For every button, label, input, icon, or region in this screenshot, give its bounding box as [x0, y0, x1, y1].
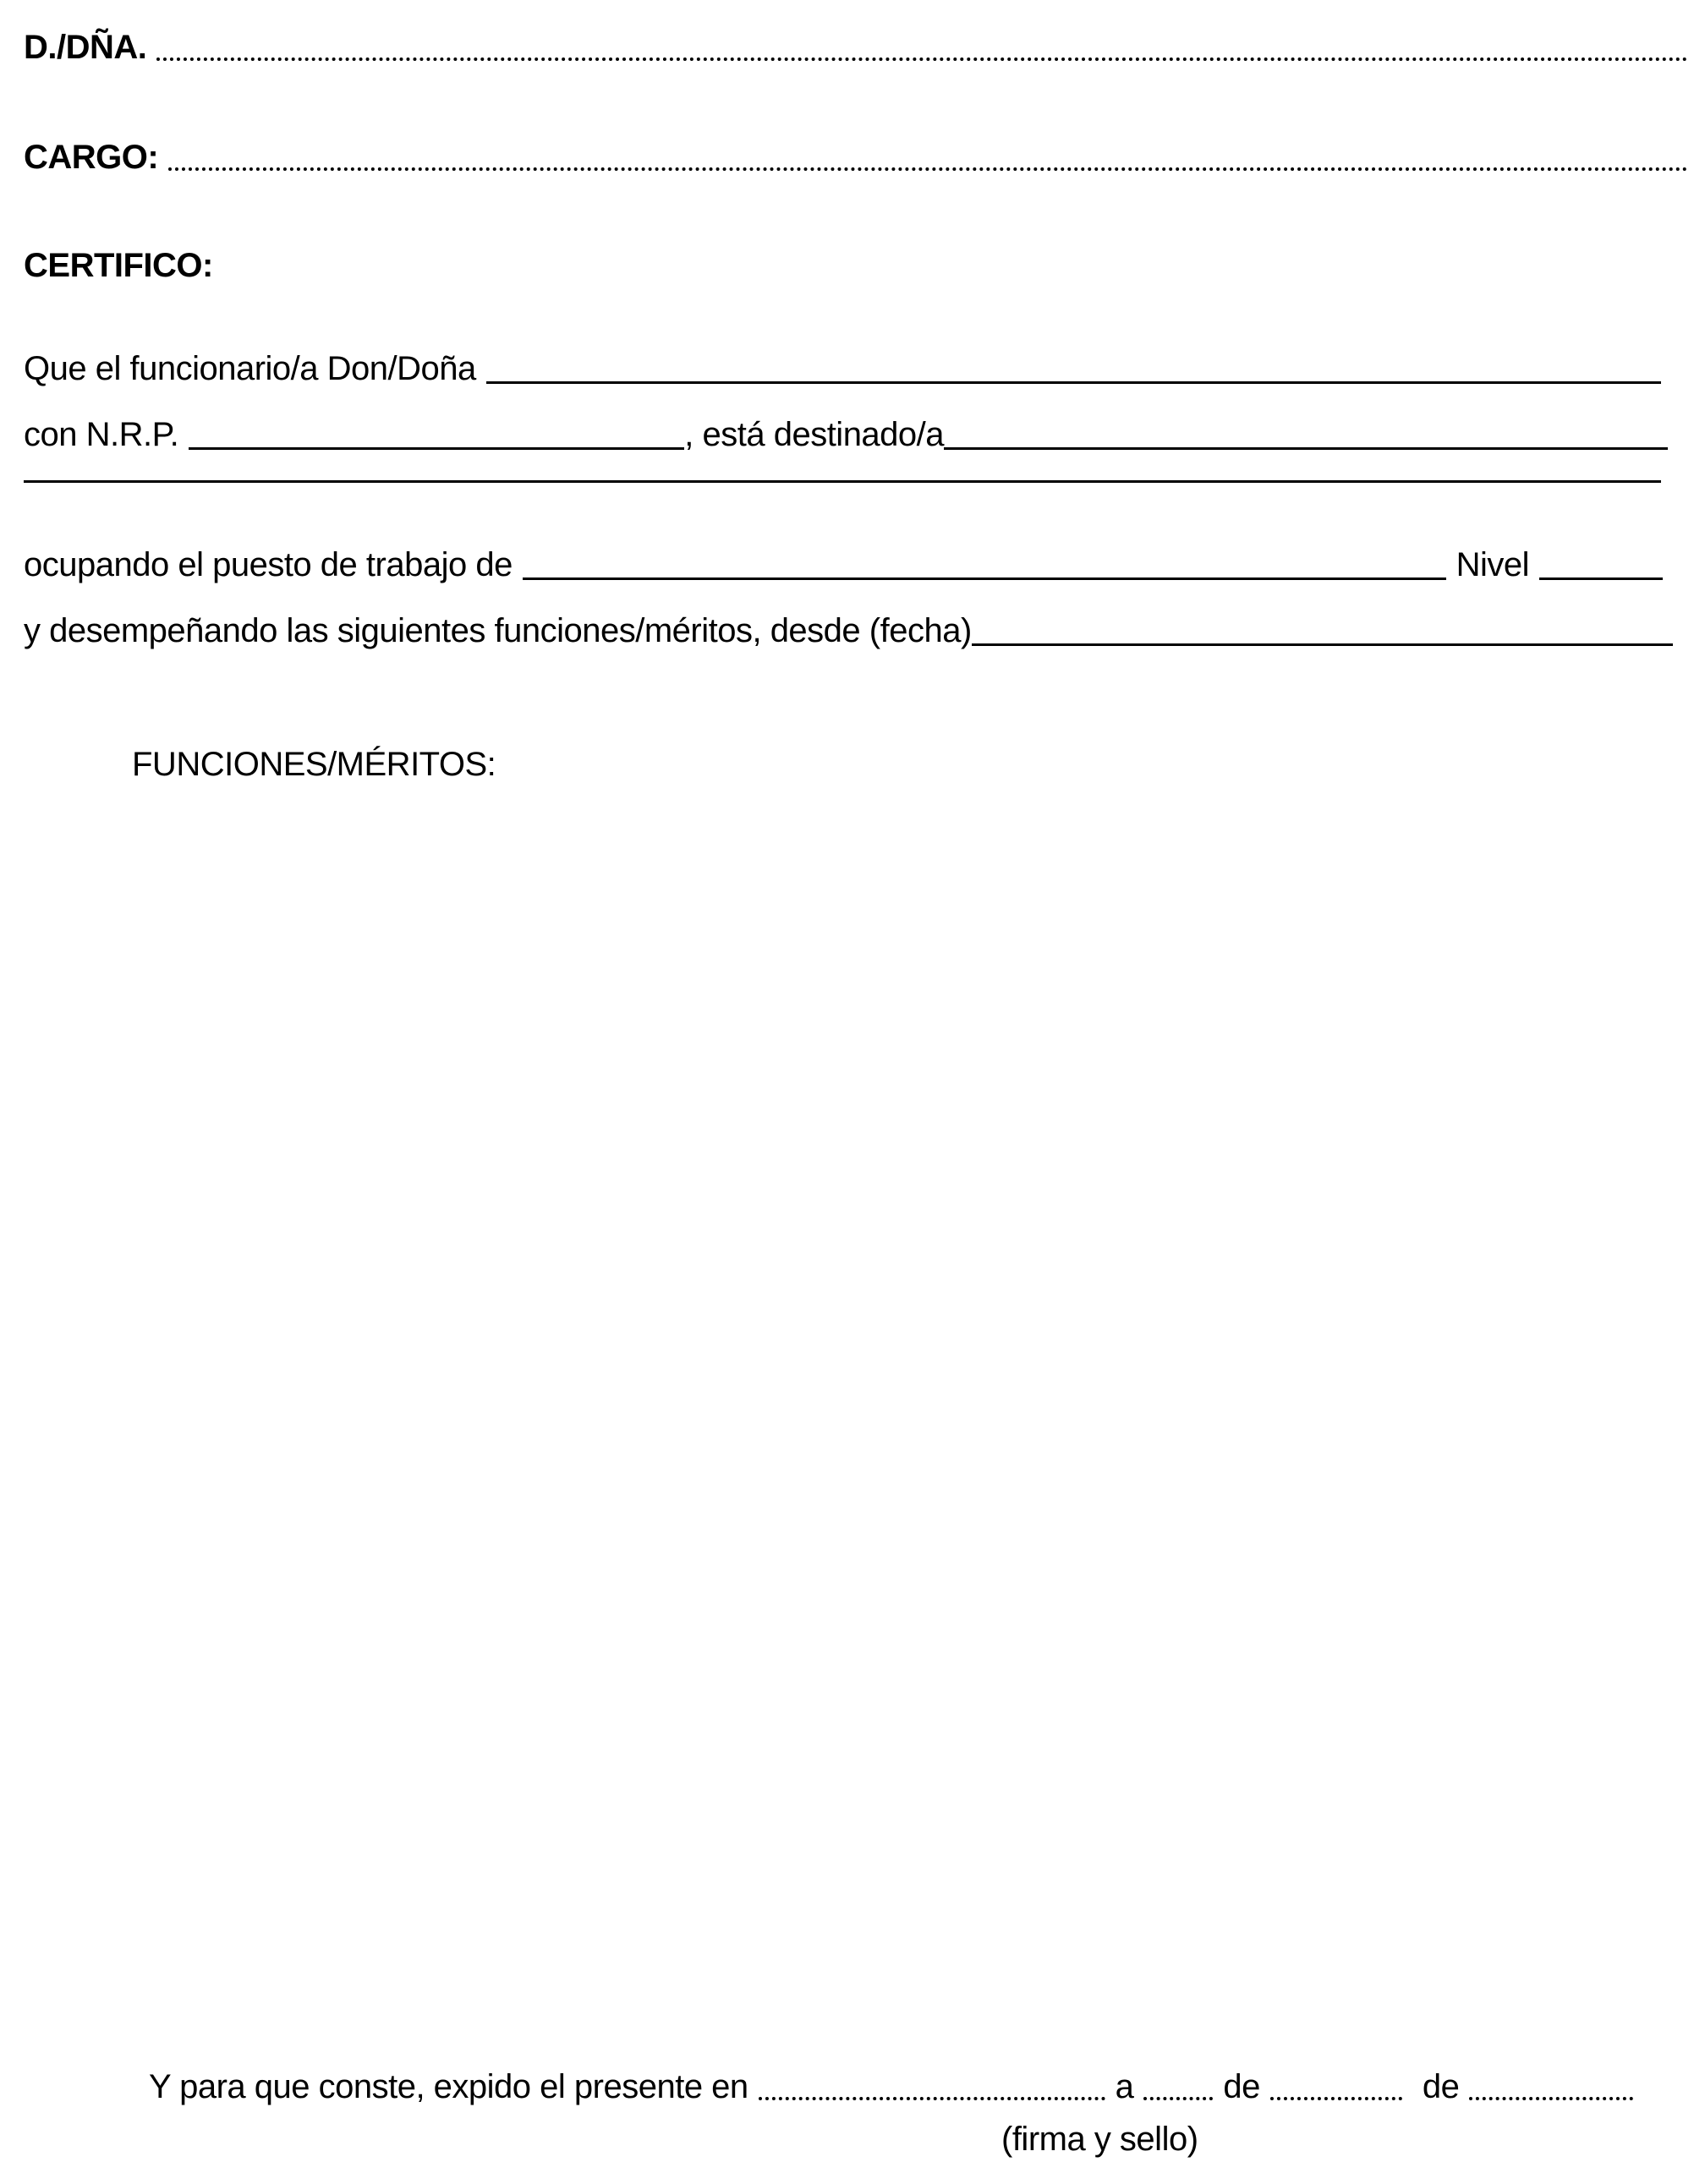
- nivel-field[interactable]: [1539, 577, 1663, 580]
- de-label-2: de: [1422, 2068, 1460, 2105]
- funcionario-name-field[interactable]: [486, 381, 1661, 384]
- de-label-1: de: [1223, 2068, 1260, 2105]
- fecha-label: y desempeñando las siguientes funciones/méritos, desde (fecha): [24, 612, 972, 649]
- nrp-field[interactable]: [189, 447, 684, 450]
- nivel-label: Nivel: [1456, 546, 1529, 583]
- dia-field[interactable]: [1143, 2097, 1213, 2100]
- fecha-field[interactable]: [972, 643, 1673, 646]
- funciones-heading-row: [132, 744, 1688, 785]
- destino-continuation-field[interactable]: [24, 480, 1661, 483]
- mes-field[interactable]: [1270, 2097, 1402, 2100]
- nrp-row: [24, 414, 1668, 455]
- firma-row: [1001, 2119, 1198, 2159]
- certifico-heading: CERTIFICO:: [24, 247, 213, 284]
- expedido-label: Y para que conste, expido el presente en: [149, 2068, 748, 2105]
- funcionario-label: Que el funcionario/a Don/Doña: [24, 350, 476, 387]
- blank-continuation-row: [24, 480, 1661, 488]
- destino-label: , está destinado/a: [684, 416, 945, 453]
- name-label: D./DÑA.: [24, 29, 147, 66]
- cargo-dotted-field[interactable]: [168, 167, 1688, 171]
- puesto-row: [24, 545, 1663, 585]
- funcionario-row: [24, 348, 1661, 389]
- puesto-label: ocupando el puesto de trabajo de: [24, 546, 513, 583]
- certifico-heading-row: [24, 245, 1688, 286]
- funciones-heading: FUNCIONES/MÉRITOS:: [132, 746, 496, 783]
- destino-field[interactable]: [944, 447, 1668, 450]
- funciones-text-area[interactable]: [132, 812, 1661, 1995]
- name-field-row: [24, 27, 1688, 68]
- nrp-label: con N.R.P.: [24, 416, 179, 453]
- firma-label: (firma y sello): [1001, 2121, 1198, 2158]
- name-dotted-field[interactable]: [156, 57, 1688, 61]
- anio-field[interactable]: [1469, 2097, 1633, 2100]
- expedido-row: [149, 2066, 1633, 2107]
- fecha-row: [24, 610, 1673, 651]
- cargo-field-row: [24, 137, 1688, 178]
- lugar-field[interactable]: [759, 2097, 1105, 2100]
- puesto-field[interactable]: [523, 577, 1446, 580]
- a-label: a: [1115, 2068, 1134, 2105]
- cargo-label: CARGO:: [24, 139, 159, 176]
